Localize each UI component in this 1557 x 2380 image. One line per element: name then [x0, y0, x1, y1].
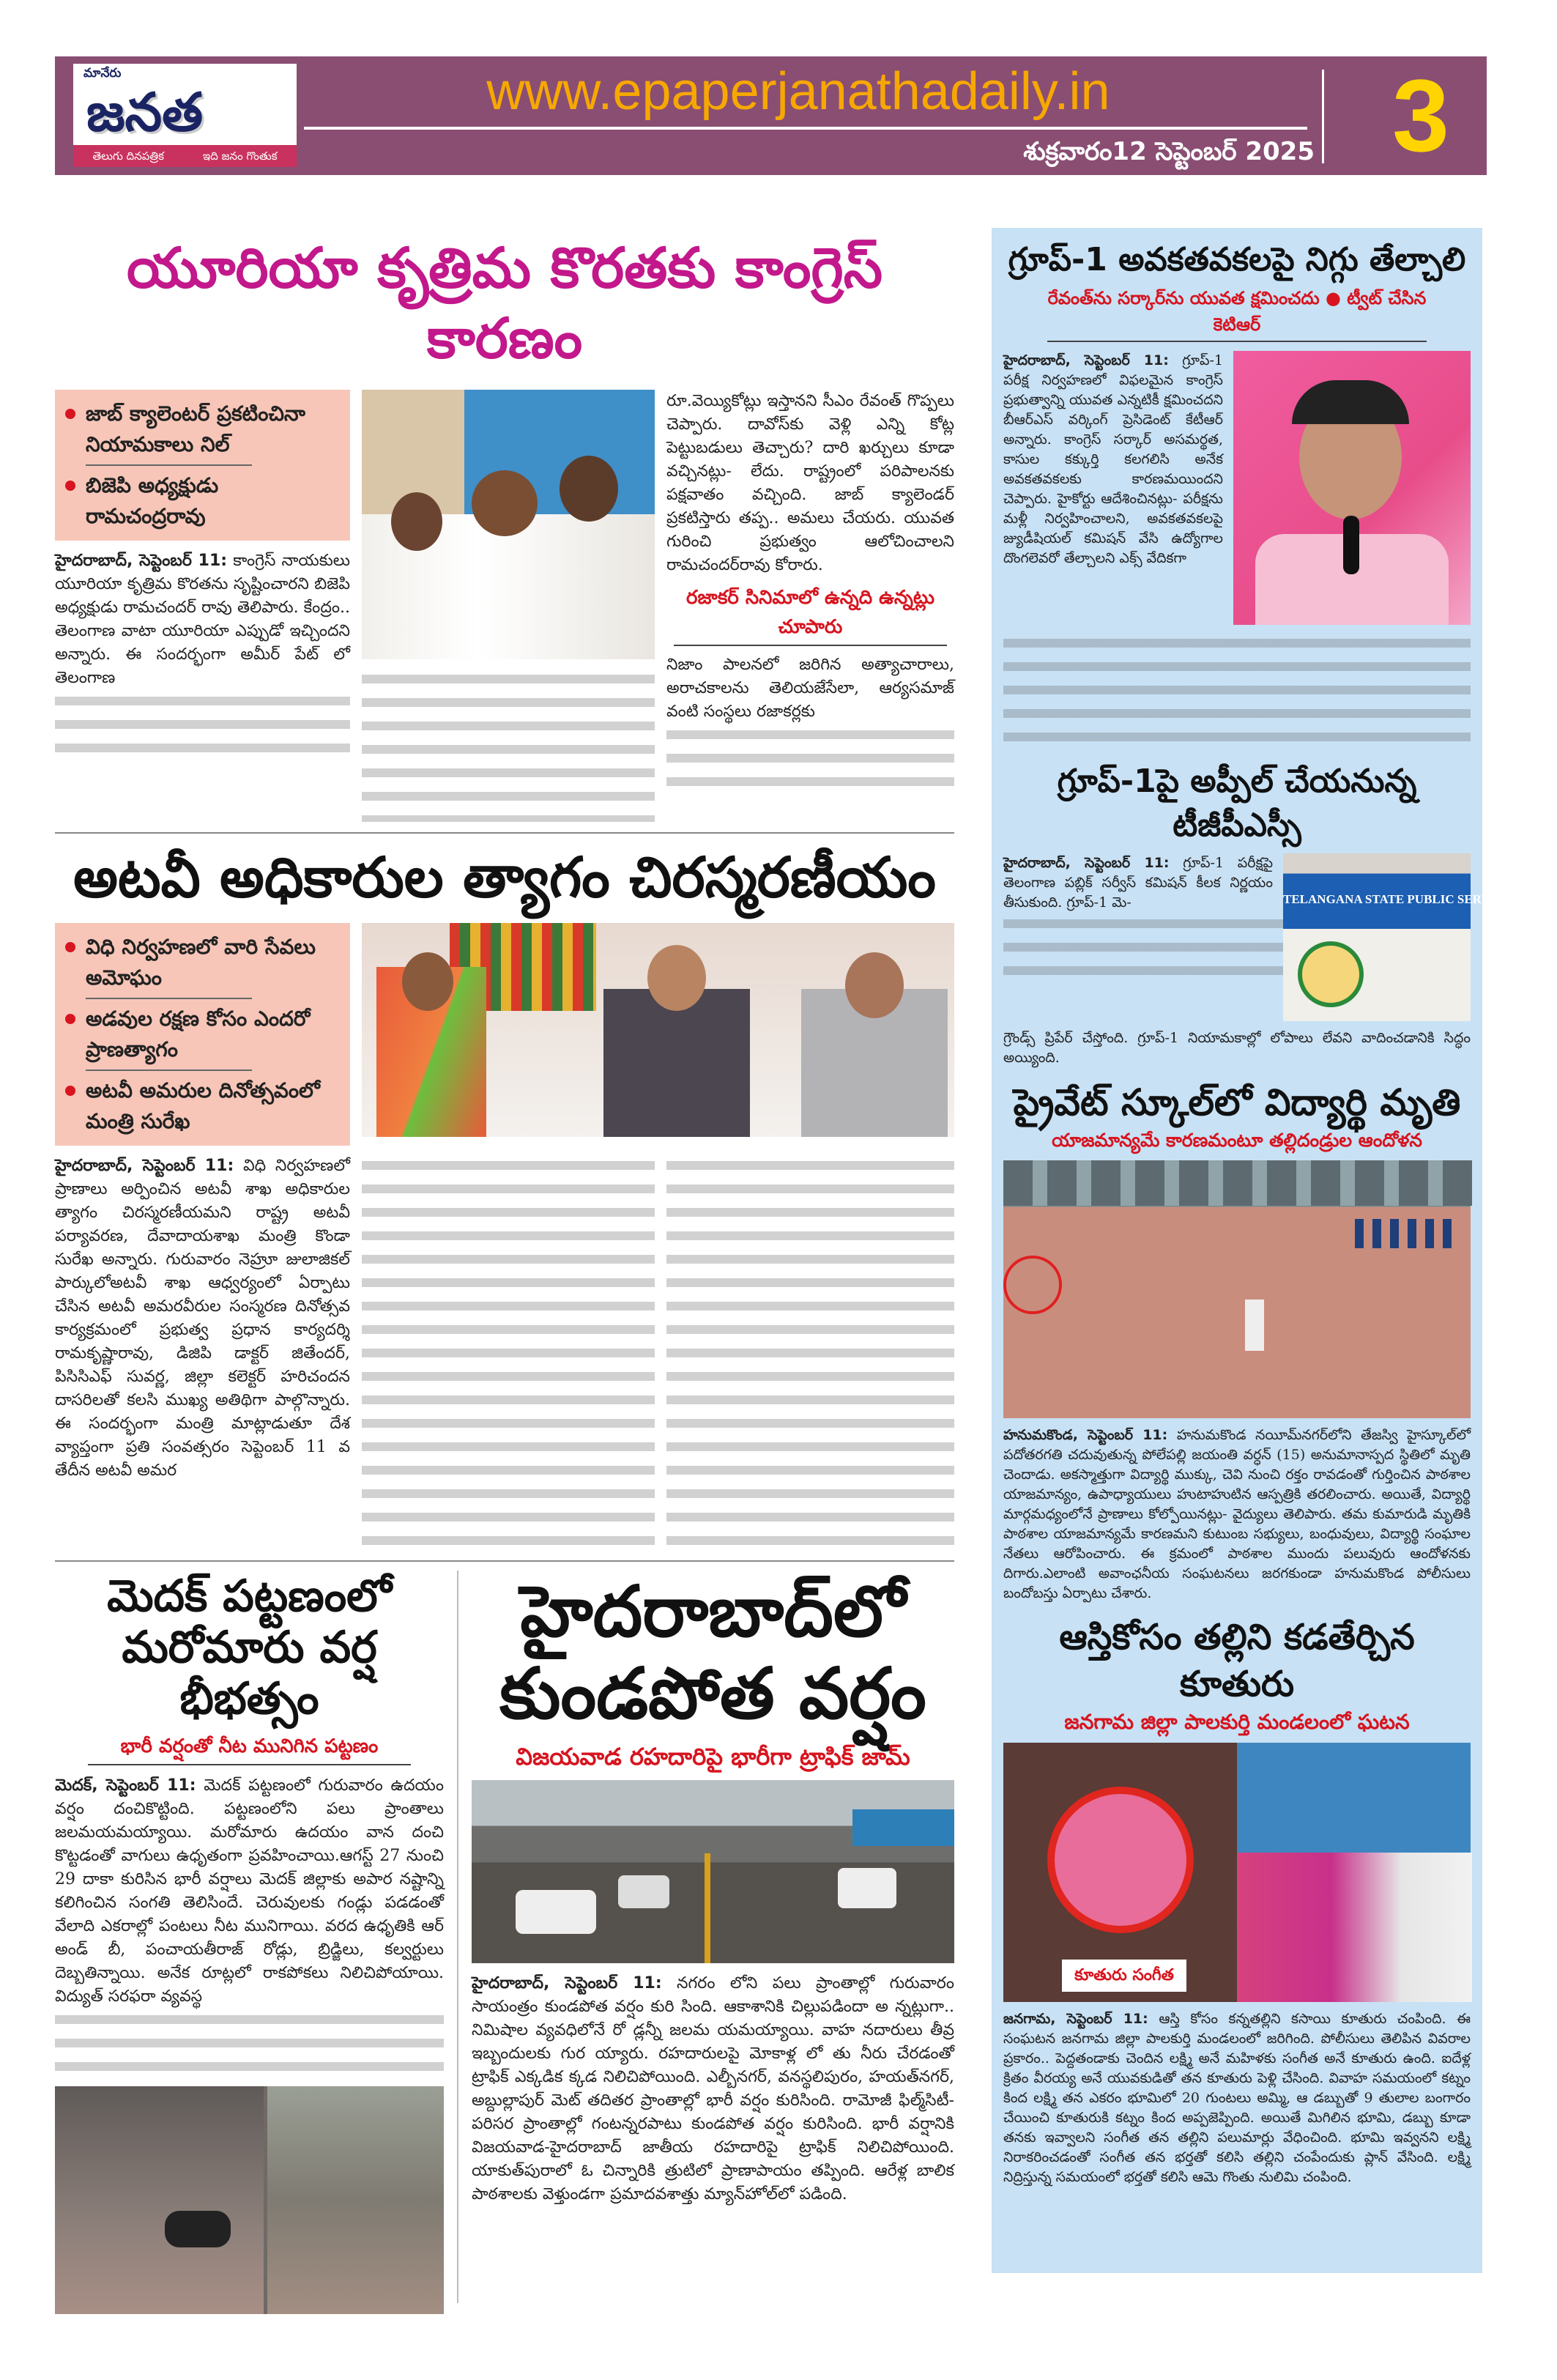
medak-headline: మెదక్ పట్టణంలో మరోమారు వర్ష భీభత్సం	[107, 1571, 392, 1724]
urea-body-col2	[362, 668, 655, 822]
tgpsc-body-continued: గ్రౌండ్స్ ప్రిపేర్ చేస్తోంది. గ్రూప్-1 నియామకాల్లో లోపాలు లేవని వాదించడానికి సిద్ధం అయ్యింది.	[1003, 1030, 1471, 1066]
group1-headline: గ్రూప్-1 అవకతవకలపై నిగ్గు తేల్చాలి	[1008, 241, 1466, 278]
school-body: హనుమకొండ, సెప్టెంబర్ 11: హనుమకొండ నయీమ్‌నగర్‌లోని తేజస్వి హైస్కూల్‌లో పదోతరగతి చదువుతున్న పోలేపల్లి జయంతి వర్ధన్ (15) అనుమానాస్పద స్థితిలో మృతి చెందాడు. అకస్మాత్తుగా విద్యార్థి ముక్కు, చెవి నుంచి రక్తం రావడంతో గుర్తించిన పాఠశాల యాజమాన్యం, ఉపాధ్యాయులు హుటాహుటిన ఆస్పత్రికి తరలించారు. అయితే, విద్యార్థి మార్గమధ్యంలోనే ప్రాణాలు కోల్పోయినట్లు- వైద్యులు తెలిపారు. తమ కుమారుడి మృతికి పాఠశాల యాజమాన్యమే కారణమని కుటుంబ సభ్యులు, బంధువులు, విద్యార్థి సంఘాల నేతలు ఆరోపించారు. ఈ క్రమంలో పాఠశాల ముందు పలువురు ఆందోళనకు దిగారు.ఎలాంటి అవాంఛనీయ సంఘటనలు జరగకుండా హనుమకొండ పోలీసులు బందోబస్తు ఏర్పాటు చేశారు.	[1003, 1427, 1471, 1601]
photo-car-shape	[838, 1868, 896, 1908]
photo-crowd-shape	[1238, 1853, 1472, 2002]
urea-subhead: రజాకర్ సినిమాలో ఉన్నది ఉన్నట్లు చూపారు	[674, 583, 947, 646]
hyderabad-article	[472, 1571, 954, 2206]
tgpsc-building-photo	[1283, 853, 1512, 1021]
photo-road-divider	[705, 1853, 710, 1963]
forest-headline: అటవీ అధికారుల త్యాగం చిరస్మరణీయం	[73, 845, 936, 910]
section-divider	[55, 1560, 954, 1562]
tgpsc-emblem-icon	[1298, 941, 1364, 1007]
bullet-dot-icon	[65, 481, 75, 491]
issue-date: శుక్రవారం12 సెప్టెంబర్ 2025	[1023, 137, 1315, 166]
logo-text: జనత	[86, 81, 204, 143]
photo-car-shape	[516, 1890, 596, 1934]
body-text-continuation	[666, 724, 954, 794]
urea-press-meet-photo	[362, 390, 655, 659]
ktr-photo	[1233, 351, 1471, 625]
photo-face-shape	[402, 952, 453, 1011]
photo-sign-text: TELANGANA STATE PUBLIC SERVICE	[1283, 892, 1512, 906]
header-vertical-divider	[1322, 70, 1324, 163]
urea-article	[55, 390, 954, 822]
hyderabad-body: హైదరాబాద్, సెప్టెంబర్ 11: నగరం లోని పలు ప్రాంతాల్లో గురువారం సాయంత్రం కుండపోత వర్షం కురి సింది. ఆకాశానికి చిల్లుపడిందా అ న్నట్లుగా.. నిమిషాల వ్యవధిలోనే రో డ్లన్నీ జలమ యమయ్యాయి. వాహ నదారులు తీవ్ర ఇబ్బందులకు గుర య్యారు. రహదారులపై మోకాళ్ల లో తు నీరు చేరడంతో ట్రాఫిక్ ఎక్కడిక క్కడ నిలిచిపోయింది. ఎల్బీనగర్, వనస్థలిపురం, హయత్‌నగర్, అబ్దుల్లాపుర్ మెట్ తదితర ప్రాంతాల్లో భారీ వర్షం కురిసింది. రామోజీ ఫిల్మ్‌సిటీ-పరిసర ప్రాంతాల్లో గంటన్నరపాటు కుండపోత వర్షం కురిసింది. భారీ వర్షానికి విజయవాడ-హైదరాబాద్ జాతీయ రహదారిపై ట్రాఫిక్ నిలిచిపోయింది. యాకుత్‌పురాలో ఓ చిన్నారికి త్రుటిలో ప్రాణాపాయం తప్పింది. ఆరేళ్ల బాలిక పాఠశాలకు వెళ్తుండగా ప్రమాదవశాత్తు మ్యాన్‌హోల్‌లో పడింది.	[472, 1974, 954, 2203]
photo-caption-label: కూతురు సంగీత	[1062, 1960, 1186, 1992]
urea-headline: యూరియా కృత్రిమ కొరతకు కాంగ్రెస్ కారణం	[126, 235, 883, 371]
photo-face-shape	[845, 952, 904, 1018]
logo-tag-right: ఇది జనం గొంతుక	[202, 149, 278, 163]
bullet-separator	[86, 998, 252, 999]
right-sidebar	[992, 228, 1512, 2273]
photo-face-shape	[560, 456, 618, 522]
bullet-separator	[86, 464, 252, 466]
forest-body-col2	[362, 1154, 655, 1550]
photo-face-shape	[647, 945, 706, 1011]
urea-col1	[55, 390, 350, 760]
hyderabad-headline: హైదరాబాద్‌లో కుండపోత వర్షం	[499, 1571, 926, 1735]
hyderabad-traffic-photo	[472, 1780, 954, 1963]
medak-article	[55, 1571, 444, 2314]
section-divider	[55, 832, 954, 834]
dateline: జనగామ, సెప్టెంబర్ 11:	[1003, 2011, 1148, 2027]
photo-students-shape	[1355, 1219, 1457, 1248]
photo-shop-awning	[852, 1809, 954, 1846]
body-text-continuation	[55, 690, 350, 760]
photo-person-jacket	[603, 989, 750, 1137]
page-number: 3	[1392, 58, 1449, 173]
bullet-dot-icon	[65, 942, 75, 952]
forest-bullet: అటవీ అమరుల దినోత్సవంలో మంత్రి సురేఖ	[64, 1075, 341, 1137]
school-ground-photo	[1003, 1160, 1471, 1418]
bullet-dot-icon	[65, 409, 75, 419]
photo-highlight-circle	[1047, 1787, 1194, 1933]
school-headline: ప్రైవేట్ స్కూల్‌లో విద్యార్థి మృతి	[1013, 1081, 1461, 1124]
bullet-dot-icon	[65, 1086, 75, 1096]
forest-top-row	[55, 923, 954, 1146]
dateline: హైదరాబాద్, సెప్టెంబర్ 11:	[1003, 352, 1169, 368]
forest-body-row	[55, 1154, 954, 1550]
header-divider	[304, 127, 1307, 130]
urea-col2	[362, 390, 655, 822]
forest-bullet: అడవుల రక్షణ కోసం ఎందరో ప్రాణత్యాగం	[64, 1004, 341, 1065]
photo-bike-shape	[165, 2211, 231, 2247]
photo-face-shape	[391, 492, 442, 551]
urea-body-col1: హైదరాబాద్, సెప్టెంబర్ 11: కాంగ్రెస్ నాయకులు యూరియా కృత్రిమ కొరతను సృష్టించారని బిజెపి అధ్యక్షుడు రామచందర్ రావు తెలిపారు. కేంద్రం.. తెలంగాణ వాటా యూరియా ఎప్పుడో ఇచ్చిందని అన్నారు. ఈ సందర్భంగా అమీర్ పేట్ లో తెలంగాణ	[55, 549, 350, 760]
group1-body: హైదరాబాద్, సెప్టెంబర్ 11: గ్రూప్-1 పరీక్ష నిర్వహణలో విఫలమైన కాంగ్రెస్ ప్రభుత్వాన్ని యువత ఎన్నటికీ క్షమించదని బీఆర్ఎస్ వర్కింగ్ ప్రెసిడెంట్ కేటీఆర్ అన్నారు. కాంగ్రెస్ సర్కార్ అసమర్థత, కాసుల కక్కుర్తి కలగలిసి అనేక అవకతవకలకు కారణమయిందని చెప్పారు. హైకోర్టు ఆదేశించినట్లు- పరీక్షను మళ్లీ నిర్వహించాలని, అవకతవకలపై జ్యుడీషియల్ కమిషన్ వేసి ఉద్యోగాల దొంగలెవరో తేల్చాలని ఎక్స్ వేదికగా	[1003, 351, 1471, 749]
tgpsc-body: TELANGANA STATE PUBLIC SERVICE హైదరాబాద్, సెప్టెంబర్ 11: గ్రూప్-1 పరీక్షపై తెలంగాణ పబ్లిక్ సర్వీస్ కమిషన్ కీలక నిర్ణయం తీసుకుంది. గ్రూప్-1 మె- గ్రౌండ్స్ ప్రిపేర్ చేస్తోంది. గ్రూప్-1 నియామకాల్లో లోపాలు లేవని వాదించడానికి సిద్ధం అయ్యింది.	[1003, 853, 1471, 1068]
photo-hair-shape	[1292, 380, 1409, 424]
photo-person-shape	[1245, 1300, 1264, 1351]
website-url[interactable]: www.epaperjanathadaily.in	[486, 62, 1110, 121]
dateline: హనుమకొండ, సెప్టెంబర్ 11:	[1003, 1427, 1168, 1443]
photo-car-shape	[618, 1875, 669, 1908]
dateline: హైదరాబాద్, సెప్టెంబర్ 11:	[55, 552, 228, 570]
main-column	[55, 233, 954, 2314]
dateline: హైదరాబాద్, సెప్టెంబర్ 11:	[55, 1157, 234, 1175]
urea-highlights-box	[55, 390, 350, 541]
forest-body-col3	[666, 1154, 954, 1550]
property-body: జనగామ, సెప్టెంబర్ 11: ఆస్తి కోసం కన్నతల్లిని కసాయి కూతురు చంపింది. ఈ సంఘటన జనగామ జిల్లా పాలకుర్తి మండలంలో జరిగింది. పోలీసులు తెలిపిన వివరాల ప్రకారం.. పెద్దతండాకు చెందిన లక్ష్మి అనే మహిళకు సంగీత అనే కూతురు ఉంది. ఐదేళ్ల క్రితం వీరయ్య అనే యువకుడితో తన కూతురు పెళ్లి చేసింది. వివాహ సమయంలో కట్నం కింద లక్ష్మి తన ఎకరం భూమిలో 20 గుంటలు అమ్మి, ఆ డబ్బుతో 9 తులాల బంగారం చేయించి కూతురుకి కట్నం కింద అప్పజెప్పింది. అయితే మిగిలిన భూమి, డబ్బు కూడా తనకు ఇవ్వాలని సంగీత తన తల్లిని పలుమార్లు వేధించింది. భూమి ఇవ్వనని లక్ష్మి నిరాకరించడంతో సంగీత తన భర్తతో కలిసి తల్లిని చంపేందుకు ప్లాన్ వేసింది. లక్ష్మి నిద్రిస్తున్న సమయంలో భర్తతో కలిసి ఆమె గొంతు నులిమి చంపింది.	[1003, 2011, 1471, 2185]
hyderabad-subhead: విజయవాడ రహదారిపై భారీగా ట్రాఫిక్ జామ్	[516, 1743, 910, 1771]
urea-bullet: బిజెపి అధ్యక్షుడు రామచంద్రరావు	[64, 470, 341, 532]
newspaper-logo[interactable]	[73, 64, 297, 167]
dateline: మెదక్, సెప్టెంబర్ 11:	[55, 1776, 196, 1795]
medak-subhead: భారీ వర్షంతో నీట మునిగిన పట్టణం	[88, 1732, 411, 1765]
forest-event-photo	[362, 923, 954, 1137]
body-text-continuation	[55, 2009, 444, 2079]
photo-face-shape	[472, 470, 538, 536]
property-headline: ఆస్తికోసం తల్లిని కడతేర్చిన కూతురు	[1059, 1617, 1415, 1705]
property-subhead: జనగామ జిల్లా పాలకుర్తి మండలంలో ఘటన	[1064, 1710, 1410, 1734]
tgpsc-headline: గ్రూప్-1పై అప్పీల్ చేయనున్న టీజీపీఎస్సీ	[1057, 763, 1417, 844]
bottom-row	[55, 1571, 954, 2314]
medak-body: మెదక్, సెప్టెంబర్ 11: మెదక్ పట్టణంలో గురువారం ఉదయం వర్షం దంచికొట్టింది. పట్టణంలోని పలు ప్రాంతాలు జలమయమయ్యాయి. మరోమారు ఉదయం వాన దంచి కొట్టడంతో వాగులు ఉధృతంగా ప్రవహించాయి.ఆగస్ట్ 27 నుంచి 29 దాకా కురిసిన భారీ వర్షాలు మెదక్ జిల్లాకు అపార నష్టాన్ని కలిగించిన సంగతి తెలిసిందే. చెరువులకు గండ్లు పడడంతో వేలాది ఎకరాల్లో పంటలు నీట మునిగాయి. వరద ఉధృతికి ఆర్ అండ్ బీ, పంచాయతీరాజ్ రోడ్లు, బ్రిడ్జిలు, కల్వర్టులు దెబ్బతిన్నాయి. అనేక రూట్లలో రాకపోకలు నిలిచిపోయాయి. విద్యుత్ సరఫరా వ్యవస్థ	[55, 1774, 444, 2079]
urea-body-col3: రూ.వెయ్యికోట్లు ఇస్తానని సీఎం రేవంత్ గొప్పలు చెప్పారు. దావోస్‌కు వెళ్లి ఎన్ని కోట్ల పెట్టుబడులు తెచ్చారు? దారి ఖర్చులు కూడా వచ్చినట్లు- లేదు. రాష్ట్రంలో పరిపాలనకు పక్షవాతం వచ్చింది. జాబ్ క్యాలెండర్ ప్రకటిస్తారు తప్ప.. అమలు చేయరు. యువత గురించి ప్రభుత్వం ఆలోచించాలని రామచందర్‌రావు కోరారు. రజాకర్ సినిమాలో ఉన్నది ఉన్నట్లు చూపారు నిజాం పాలనలో జరిగిన అత్యాచారాలు, అరాచకాలను తెలియజేసేలా, ఆర్యసమాజ్ వంటి సంస్థలు రజాకర్లకు	[666, 390, 954, 794]
photo-microphone-shape	[1343, 516, 1359, 574]
urea-bullet: జాబ్ క్యాలెంటర్ ప్రకటించినా నియామకాలు నిల్	[64, 398, 341, 460]
dateline: హైదరాబాద్, సెప్టెంబర్ 11:	[1003, 855, 1170, 871]
medak-flood-photo	[55, 2086, 444, 2314]
group1-subhead: రేవంత్‌ను సర్కార్‌ను యువత క్షమించదు ● ట్వీట్ చేసిన కెటిఆర్	[1047, 285, 1427, 342]
bullet-separator	[86, 1069, 252, 1071]
photo-highlight-circle	[1003, 1256, 1062, 1314]
logo-tag-left: తెలుగు దినపత్రిక	[92, 149, 164, 163]
logo-tagline-band	[73, 145, 297, 167]
dateline: హైదరాబాద్, సెప్టెంబర్ 11:	[472, 1974, 662, 1992]
property-crime-photo	[1003, 1743, 1471, 2002]
masthead	[55, 56, 1487, 175]
column-divider	[457, 1571, 458, 2303]
forest-body-col1: హైదరాబాద్, సెప్టెంబర్ 11: విధి నిర్వహణలో ప్రాణాలు అర్పించిన అటవీ శాఖ అధికారుల త్యాగం చిరస్మరణీయమని రాష్ట్ర అటవీ పర్యావరణ, దేవాదాయశాఖ మంత్రి కొండా సురేఖ అన్నారు. గురువారం నెహ్రూ జులాజికల్ పార్కులోఅటవీ శాఖ ఆధ్వర్యంలో ఏర్పాటు చేసిన అటవీ అమరవీరుల సంస్మరణ దినోత్సవ కార్యక్రమంలో ప్రభుత్వ ప్రధాన కార్యదర్శి రామకృష్ణారావు, డిజిపి డాక్టర్ జితేందర్, పిసిసిఎఫ్ సువర్ణ, జిల్లా కలెక్టర్ హరిచందన దాసరిలతో కలసి ముఖ్య అతిథిగా పాల్గొన్నారు. ఈ సందర్భంగా మంత్రి మాట్లాడుతూ దేశ వ్యాప్తంగా ప్రతి సంవత్సరం సెప్టెంబర్ 11 వ తేదీన అటవీ అమర	[55, 1157, 350, 1480]
forest-bullet: విధి నిర్వహణలో వారి సేవలు అమోఘం	[64, 932, 341, 993]
bullet-dot-icon	[65, 1014, 75, 1024]
logo-top-text: మానేరు	[83, 66, 122, 81]
forest-highlights-box	[55, 923, 350, 1146]
group1-body-continuation	[1003, 632, 1471, 749]
photo-building-shape	[1003, 1160, 1472, 1206]
photo-flooded-street	[55, 2086, 264, 2314]
photo-flooded-road	[267, 2086, 444, 2314]
school-subhead: యాజమాన్యమే కారణమంటూ తల్లిదండ్రుల ఆందోళన	[1052, 1130, 1422, 1151]
